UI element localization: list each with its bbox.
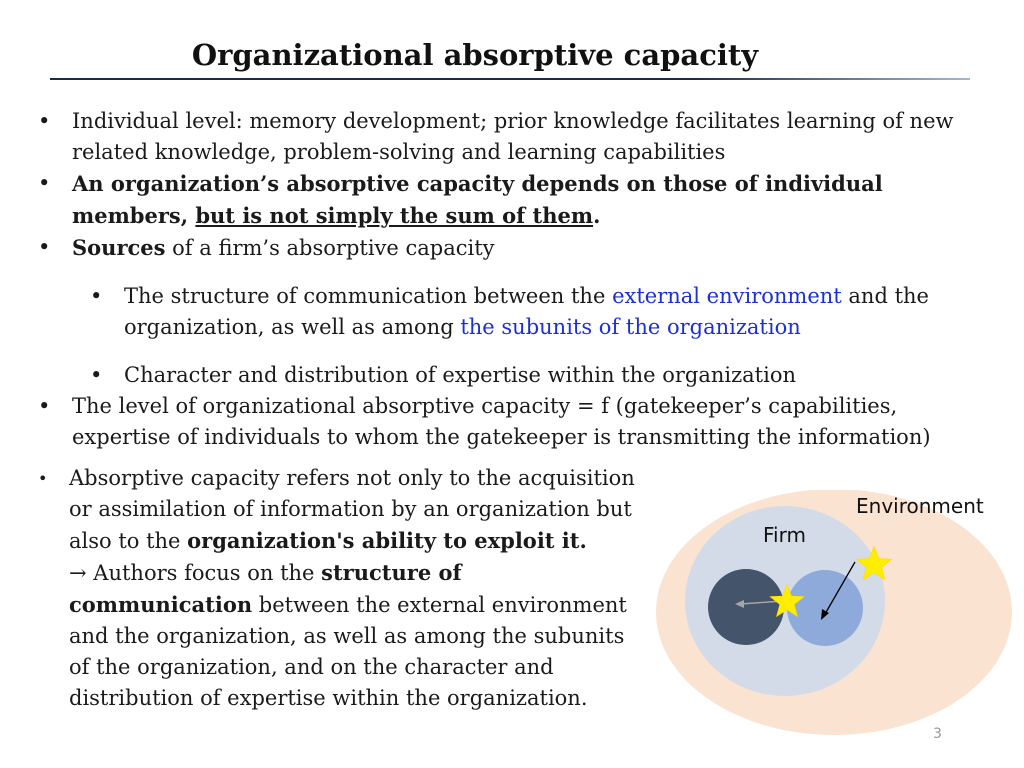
bullet-dot: • xyxy=(38,394,51,418)
bullet-dot: • xyxy=(90,363,103,387)
bullet-dot: • xyxy=(38,171,51,195)
title-divider xyxy=(50,78,970,80)
bullet-text: of a firm’s absorptive capacity xyxy=(165,236,495,260)
page-number: 3 xyxy=(933,726,942,742)
lower-paragraph xyxy=(38,463,648,714)
bullet-individual-level xyxy=(38,106,978,168)
highlight-subunits: the subunits of the organization xyxy=(460,315,801,339)
bullet-org-capacity xyxy=(38,168,978,232)
sub-bullet-text: Character and distribution of expertise within the organization xyxy=(124,363,797,387)
bullet-dot: • xyxy=(38,469,48,488)
paragraph-bold-text: structure of xyxy=(321,560,462,585)
firm-label: Firm xyxy=(763,523,806,547)
paragraph-text: Authors focus on the xyxy=(86,561,322,585)
subunit-light-circle xyxy=(787,570,863,646)
bullet-dot: • xyxy=(90,284,103,308)
sub-bullet-communication xyxy=(38,281,978,343)
slide-title: Organizational absorptive capacity xyxy=(191,38,759,72)
paragraph-bold-text: organization's ability to exploit it. xyxy=(187,528,587,553)
paragraph-bold-text: communication xyxy=(69,592,253,617)
bullet-bold-text: An organization’s absorptive capacity depends on those of individual members, xyxy=(72,171,883,228)
sub-bullet-expertise xyxy=(38,360,978,391)
paragraph-text: Absorptive capacity refers not only to the acquisition or assimilation of information by an organization but also to the xyxy=(69,466,635,553)
paragraph-text: between the external environment and the organization, as well as among the subunits of the organization, and on the character and distribution of expertise within the organization. xyxy=(69,593,627,710)
environment-label: Environment xyxy=(856,494,984,518)
bullet-dot: • xyxy=(38,235,51,259)
arrow-glyph: → xyxy=(69,561,87,585)
bullet-bold-text: Sources xyxy=(72,235,166,260)
bullet-underlined-text: but is not simply the sum of them xyxy=(195,203,594,228)
firm-environment-diagram xyxy=(655,490,1015,740)
highlight-external-environment: external environment xyxy=(612,284,842,308)
bullet-text: The level of organizational absorptive capacity = f (gatekeeper’s capabilities, expertise of individuals to whom the gatekeeper is transmitting the information) xyxy=(72,394,931,449)
bullet-list xyxy=(38,106,978,453)
bullet-absorptive-definition xyxy=(38,463,648,714)
bullet-level-formula xyxy=(38,391,978,453)
bullet-dot: • xyxy=(38,109,51,133)
bullet-period: . xyxy=(593,203,601,228)
bullet-sources xyxy=(38,232,978,264)
subunit-dark-circle xyxy=(708,569,784,645)
bullet-text: Individual level: memory development; prior knowledge facilitates learning of new related knowledge, problem-solving and learning capabilities xyxy=(72,109,954,164)
sub-bullet-text: and the organization, as well as among xyxy=(124,284,929,339)
sub-bullet-text: The structure of communication between the xyxy=(124,284,613,308)
